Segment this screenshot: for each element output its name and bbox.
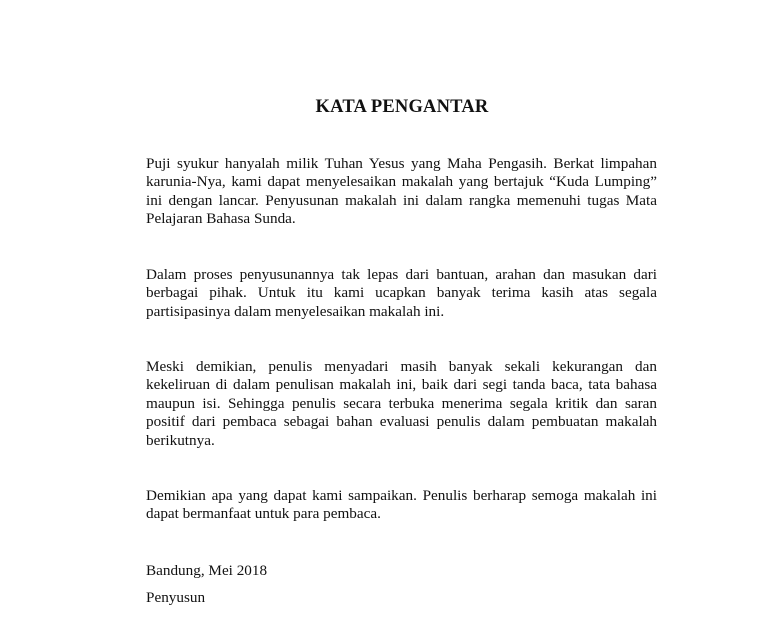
place-date: Bandung, Mei 2018 <box>146 562 268 579</box>
page-title: KATA PENGANTAR <box>315 97 489 117</box>
paragraph-1: Puji syukur hanyalah milik Tuhan Yesus yang Maha Pengasih. Berkat limpahan karunia-Nya, kami dapat menyelesaikan makalah yang bertajuk “Kuda Lumping” ini dengan lancar. Penyusunan makalah ini dalam rangka memenuhi tugas Mata Pelajaran Bahasa Sunda. <box>146 155 657 228</box>
signer: Penyusun <box>146 589 206 606</box>
paragraph-4: Demikian apa yang dapat kami sampaikan. Penulis berharap semoga makalah ini dapat bermanfaat untuk para pembaca. <box>146 487 657 523</box>
paragraph-3: Meski demikian, penulis menyadari masih banyak sekali kekurangan dan kekeliruan di dalam penulisan makalah ini, baik dari segi tanda baca, tata bahasa maupun isi. Sehingga penulis secara terbuka menerima segala kritik dan saran positif dari pembaca sebagai bahan evaluasi penulis dalam pembuatan makalah berikutnya. <box>146 358 657 449</box>
paragraph-2: Dalam proses penyusunannya tak lepas dari bantuan, arahan dan masukan dari berbagai pihak. Untuk itu kami ucapkan banyak terima kasih atas segala partisipasinya dalam menyelesaikan makalah ini. <box>146 266 657 320</box>
